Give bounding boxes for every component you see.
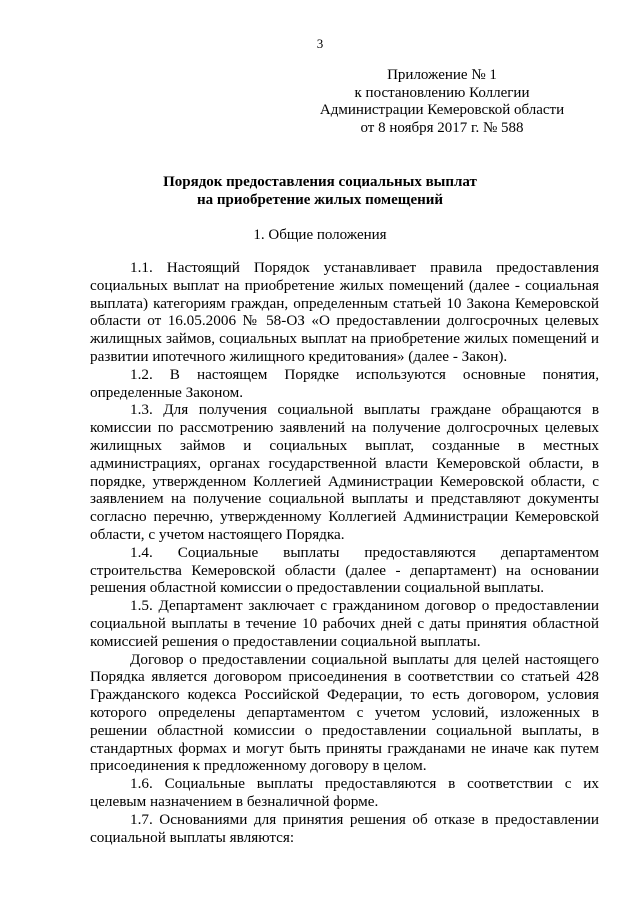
appendix-line: к постановлению Коллегии	[354, 84, 530, 101]
paragraph: 1.5. Департамент заключает с гражданином договор о предоставлении социальной выплаты в течение 10 рабочих дней с даты принятия областной комиссией решения о предоставлении социальной выплаты.	[90, 597, 599, 650]
title-line: Порядок предоставления социальных выплат	[163, 174, 477, 190]
title-line: на приобретение жилых помещений	[196, 191, 444, 208]
paragraph: 1.2. В настоящем Порядке используются основные понятия, определенные Законом.	[90, 365, 599, 401]
paragraph: 1.7. Основаниями для принятия решения об отказе в предоставлении социальной выплаты являются:	[90, 810, 599, 846]
appendix-line: Администрации Кемеровской области	[319, 102, 565, 118]
document-title	[60, 174, 580, 209]
paragraph: 1.1. Настоящий Порядок устанавливает правила предоставления социальных выплат на приобретение жилых помещений (далее - социальная выплата) категориям граждан, определенным статьей 10 Закона Кемеровской области от 16.05.2006 № 58-ОЗ «О предоставлении долгосрочных целевых жилищных займов, социальных выплат на приобретение жилых помещений и развитии ипотечного жилищного кредитования» (далее - Закон).	[90, 259, 599, 365]
appendix-line: Приложение № 1	[387, 67, 497, 83]
appendix-header	[292, 67, 592, 137]
paragraph: 1.6. Социальные выплаты предоставляются в соответствии с их целевым назначением в безналичной форме.	[90, 775, 599, 810]
section-heading: 1. Общие положения	[253, 227, 387, 243]
appendix-line: от 8 ноября 2017 г. № 588	[360, 119, 524, 136]
paragraph: 1.4. Социальные выплаты предоставляются департаментом строительства Кемеровской области (далее - департамент) на основании решения областной комиссии о предоставлении социальной выплаты.	[90, 543, 599, 597]
page-number: 3	[316, 36, 324, 51]
paragraph: Договор о предоставлении социальной выплаты для целей настоящего Порядка является договором присоединения в соответствии со статьей 428 Гражданского кодекса Российской Федерации, то есть договором, условия которого определены департаментом с учетом условий, изложенных в решении областной комиссии о предоставлении социальной выплаты, в стандартных формах и могут быть приняты гражданами не иначе как путем присоединения к предложенному договору в целом.	[90, 650, 599, 775]
paragraph: 1.3. Для получения социальной выплаты граждане обращаются в комиссии по рассмотрению заявлений на получение долгосрочных целевых жилищных займов и социальных выплат, созданные в местных администрациях, органах государственной власти Кемеровской области, в порядке, утвержденном Коллегией Администрации Кемеровской области, с заявлением на получение социальной выплаты и представляют документы согласно перечню, утвержденному Коллегией Администрации Кемеровской области, с учетом настоящего Порядка.	[90, 401, 599, 543]
document-body	[90, 259, 599, 846]
